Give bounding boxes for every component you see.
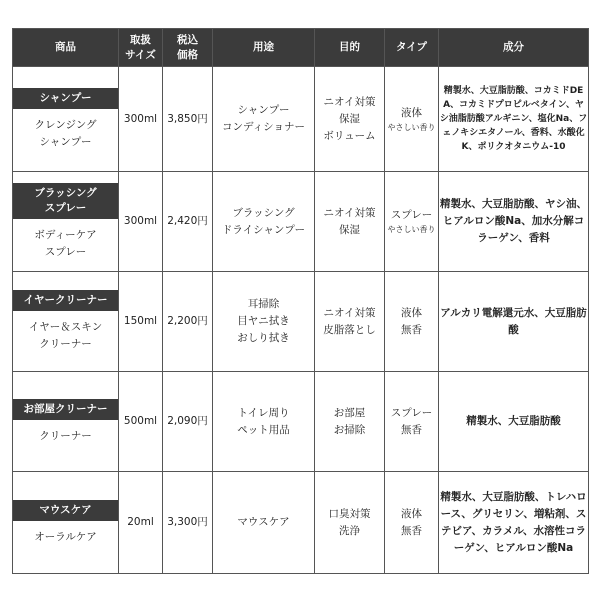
header-purpose: 目的 — [315, 29, 385, 67]
use-cell: シャンプー コンディショナー — [213, 67, 315, 172]
type-label: 液体 — [401, 306, 422, 319]
table-row — [13, 372, 589, 472]
type-note: 無香 — [401, 423, 422, 436]
product-name-label: ブラッシング スプレー — [13, 183, 118, 219]
product-name-label: マウスケア — [13, 500, 118, 521]
product-cell — [13, 372, 119, 472]
product-name-label: お部屋クリーナー — [13, 399, 118, 420]
size-cell: 20ml — [119, 472, 163, 574]
header-type: タイプ — [385, 29, 439, 67]
table-header — [13, 29, 589, 67]
table-row — [13, 472, 589, 574]
use-cell: マウスケア — [213, 472, 315, 574]
type-cell — [385, 172, 439, 272]
use-cell: ブラッシング ドライシャンプー — [213, 172, 315, 272]
type-cell — [385, 272, 439, 372]
table-row — [13, 272, 589, 372]
product-cell — [13, 67, 119, 172]
product-cell — [13, 272, 119, 372]
price-cell: 2,090円 — [163, 372, 213, 472]
use-cell: トイレ周り ペット用品 — [213, 372, 315, 472]
type-cell — [385, 67, 439, 172]
header-ingredients: 成分 — [439, 29, 589, 67]
type-note: 無香 — [401, 524, 422, 537]
ingredients-cell: 精製水、大豆脂肪酸 — [439, 372, 589, 472]
header-price: 税込 価格 — [163, 29, 213, 67]
use-cell: 耳掃除 目ヤニ拭き おしり拭き — [213, 272, 315, 372]
product-name-label: イヤークリーナー — [13, 290, 118, 311]
price-cell: 3,850円 — [163, 67, 213, 172]
product-name-label: シャンプー — [13, 88, 118, 109]
price-cell: 2,420円 — [163, 172, 213, 272]
table-row — [13, 67, 589, 172]
type-cell — [385, 472, 439, 574]
header-use: 用途 — [213, 29, 315, 67]
product-subtitle: イヤー＆スキン クリーナー — [28, 321, 103, 350]
purpose-cell: 口臭対策 洗浄 — [315, 472, 385, 574]
purpose-cell: ニオイ対策 皮脂落とし — [315, 272, 385, 372]
product-cell — [13, 172, 119, 272]
product-subtitle: クレンジング シャンプー — [34, 118, 97, 148]
size-cell: 500ml — [119, 372, 163, 472]
type-note: やさしい香り — [387, 225, 436, 234]
product-subtitle: オーラルケア — [34, 530, 97, 543]
size-cell: 300ml — [119, 67, 163, 172]
ingredients-cell: アルカリ電解還元水、大豆脂肪酸 — [439, 272, 589, 372]
purpose-cell: ニオイ対策 保湿 ボリューム — [315, 67, 385, 172]
purpose-cell: ニオイ対策 保湿 — [315, 172, 385, 272]
size-cell: 300ml — [119, 172, 163, 272]
table-row — [13, 172, 589, 272]
product-subtitle: クリーナー — [39, 429, 92, 442]
size-cell: 150ml — [119, 272, 163, 372]
price-cell: 2,200円 — [163, 272, 213, 372]
ingredients-cell: 精製水、大豆脂肪酸、コカミドDEA、コカミドプロピルベタイン、ヤシ油脂肪酸アルギニン、塩化Na、フェノキシエタノール、香料、水酸化K、ポリクオタニウム-10 — [439, 67, 589, 172]
type-label: スプレー — [390, 406, 433, 419]
header-product: 商品 — [13, 29, 119, 67]
product-cell — [13, 472, 119, 574]
type-label: 液体 — [401, 106, 422, 119]
price-cell: 3,300円 — [163, 472, 213, 574]
purpose-cell: お部屋 お掃除 — [315, 372, 385, 472]
type-label: スプレー — [390, 209, 433, 221]
product-subtitle: ボディーケア スプレー — [34, 228, 97, 258]
type-cell — [385, 372, 439, 472]
type-note: やさしい香り — [387, 122, 436, 132]
header-size: 取扱 サイズ — [119, 29, 163, 67]
ingredients-cell: 精製水、大豆脂肪酸、ヤシ油、ヒアルロン酸Na、加水分解コラーゲン、香料 — [439, 172, 589, 272]
type-note: 無香 — [401, 323, 422, 336]
type-label: 液体 — [401, 507, 422, 520]
ingredients-cell: 精製水、大豆脂肪酸、トレハロース、グリセリン、増粘剤、ステビア、カラメル、水溶性コラーゲン、ヒアルロン酸Na — [439, 472, 589, 574]
product-spec-table — [12, 28, 589, 574]
